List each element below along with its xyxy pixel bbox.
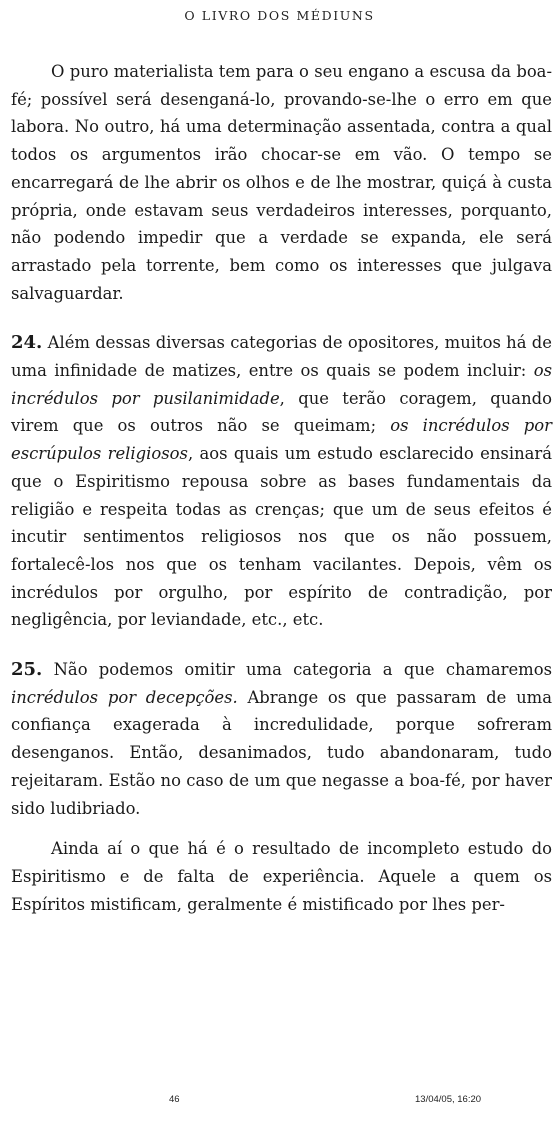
section-number-24: 24. — [11, 332, 43, 354]
section-24-text-3: , aos quais um estudo esclarecido ensinará que o Espiritismo repousa sobre as bases fundamentais da religião e respeita todas as crenças; que um de seus efeitos é incutir sentimentos religiosos nos que os não possuem, fortalecê-los nos que os tenham vacilantes. Depois, vêm os incrédulos por orgulho, por espírito de contradição, por negligência, por leviandade, etc., etc. — [11, 444, 552, 630]
section-number-25: 25. — [11, 659, 43, 681]
print-timestamp: 13/04/05, 16:20 — [415, 1094, 482, 1105]
section-25-italic-1: incrédulos por decepções. — [11, 687, 238, 707]
page-number: 46 — [169, 1094, 180, 1105]
paragraph-ainda: Ainda aí o que há é o resultado de incompleto estudo do Espiritismo e de falta de experiência. Aquele a quem os Espíritos mistificam, geralmente é mistificado por lhes per- — [11, 839, 552, 914]
section-25-text-2: Abrange os que passaram de uma confiança exagerada à incredulidade, porque sofreram desenganos. Então, desanimados, tudo abandonaram, tudo rejeitaram. Estão no caso de um que negasse a boa-fé, por haver sido ludibriado. — [11, 687, 552, 818]
paragraph-materialista: O puro materialista tem para o seu engano a escusa da boa-fé; possível será desenganá-lo, provando-se-lhe o erro em que labora. No outro, há uma determinação assentada, contra a qual todos os argumentos irão chocar-se em vão. O tempo se encarregará de lhe abrir os olhos e de lhe mostrar, quiçá à custa própria, onde estavam seus verdadeiros interesses, porquanto, não podendo impedir que a verdade se expanda, ele será arrastado pela torrente, bem como os interesses que julgava salvaguardar. — [11, 62, 552, 303]
section-25 — [11, 656, 552, 822]
section-24-italic-2: os incrédulos por escrúpulos religiosos — [11, 416, 552, 464]
page-body — [11, 58, 552, 918]
section-24-italic-1: os incrédulos por pusilanimidade — [11, 361, 552, 408]
running-head: O LIVRO DOS MÉDIUNS — [184, 8, 375, 23]
section-24-text-2: , que terão coragem, quando virem que os outros não se queimam; — [11, 388, 552, 436]
section-24 — [11, 329, 552, 634]
section-25-text-1: Não podemos omitir uma categoria a que chamaremos — [42, 660, 552, 680]
section-24-text-1: Além dessas diversas categorias de opositores, muitos há de uma infinidade de matizes, entre os quais se podem incluir: — [11, 333, 552, 381]
